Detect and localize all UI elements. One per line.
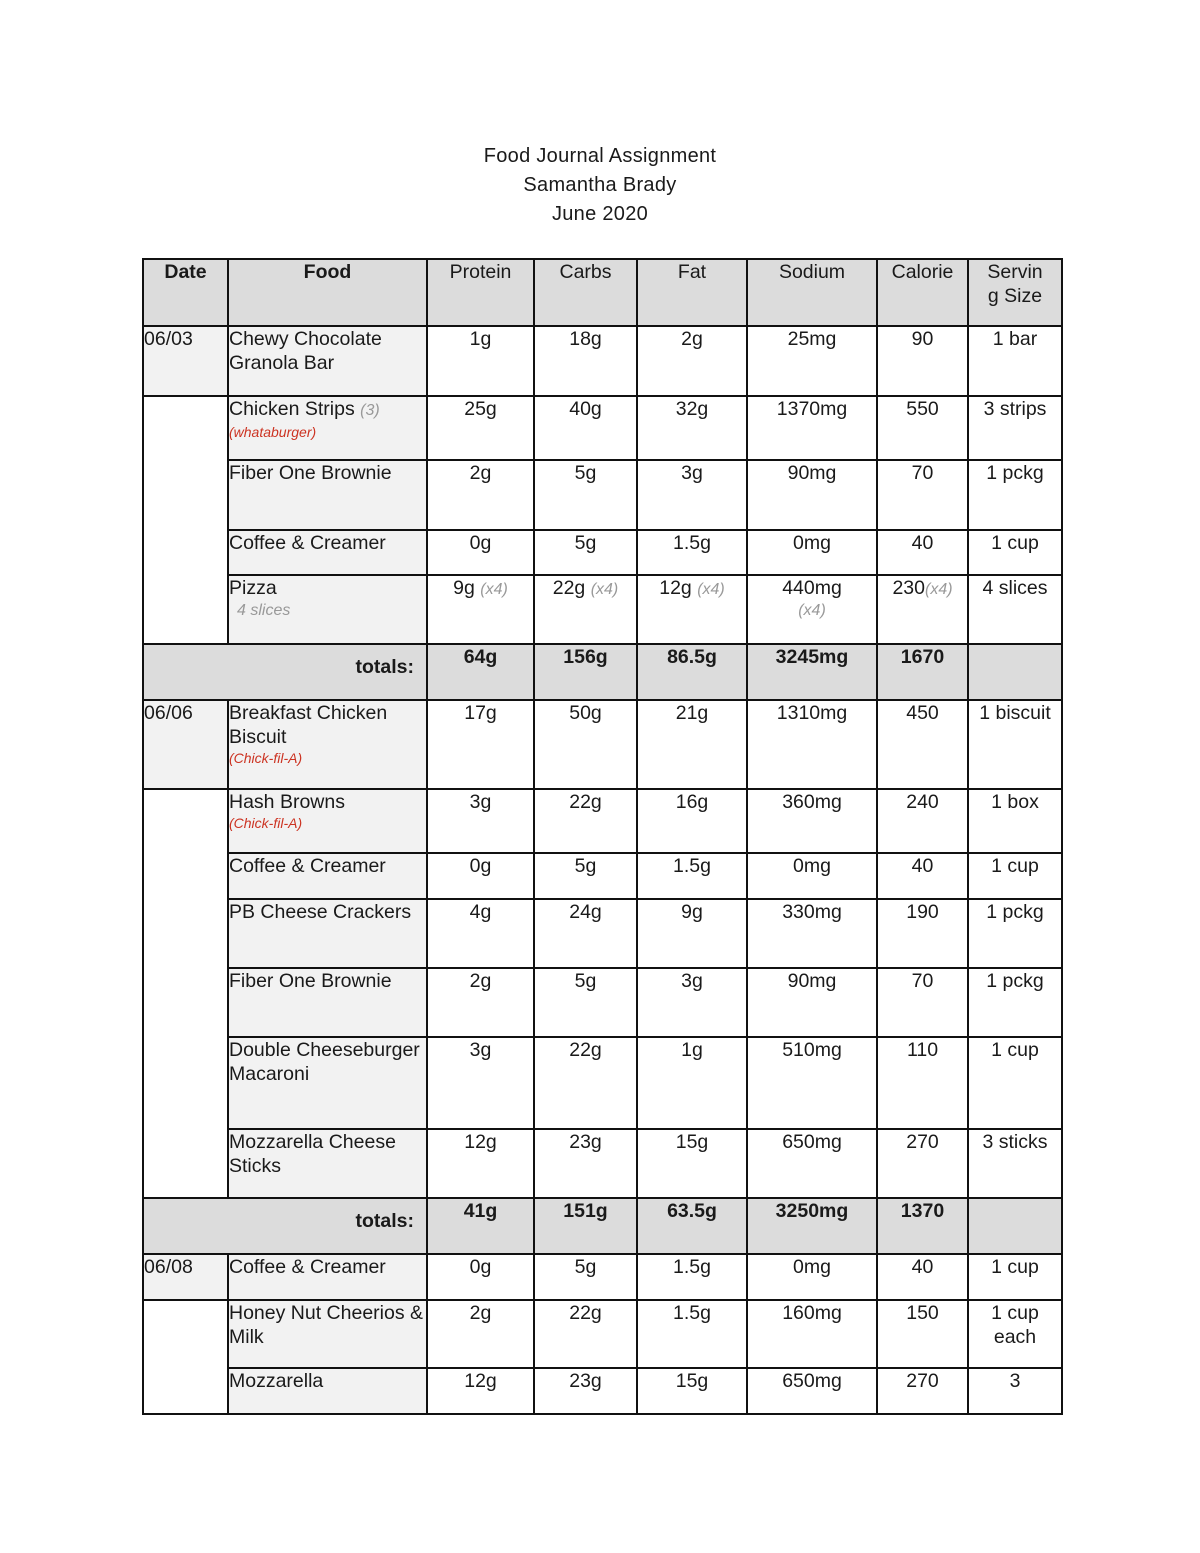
multiplier-note: (x4) [697, 581, 725, 598]
col-header-serving-size: Servin g Size [968, 259, 1062, 326]
sodium-cell: 440mg (x4) [747, 575, 877, 644]
table-row [143, 575, 1062, 644]
table-row [143, 1368, 1062, 1414]
fat-cell: 1.5g [637, 1254, 747, 1300]
food-cell: Breakfast Chicken Biscuit (Chick-fil-A) [228, 700, 427, 789]
document-header [0, 142, 1200, 229]
col-header-food: Food [228, 259, 427, 326]
protein-cell: 0g [427, 530, 534, 575]
multiplier-note: (x4) [480, 581, 508, 598]
fat-cell: 1g [637, 1037, 747, 1129]
fat-cell: 15g [637, 1129, 747, 1198]
carbs-cell: 18g [534, 326, 637, 396]
sodium-cell: 90mg [747, 968, 877, 1037]
carbs-cell: 5g [534, 968, 637, 1037]
calorie-cell: 110 [877, 1037, 968, 1129]
total-serving-empty [968, 1198, 1062, 1254]
fat-cell: 1.5g [637, 1300, 747, 1368]
col-header-fat: Fat [637, 259, 747, 326]
totals-label: totals: [143, 1198, 427, 1254]
fat-cell: 2g [637, 326, 747, 396]
total-protein: 41g [427, 1198, 534, 1254]
table-row [143, 968, 1062, 1037]
sodium-cell: 1370mg [747, 396, 877, 460]
protein-cell: 9g (x4) [427, 575, 534, 644]
calorie-cell: 270 [877, 1129, 968, 1198]
carbs-cell: 50g [534, 700, 637, 789]
protein-cell: 2g [427, 1300, 534, 1368]
sodium-cell: 1310mg [747, 700, 877, 789]
protein-cell: 3g [427, 789, 534, 853]
food-cell: Chicken Strips (3) (whataburger) [228, 396, 427, 460]
calorie-cell: 230(x4) [877, 575, 968, 644]
table-row [143, 1129, 1062, 1198]
fat-cell: 1.5g [637, 853, 747, 899]
serving-cell: 3 sticks [968, 1129, 1062, 1198]
date-cell-empty [143, 396, 228, 644]
protein-cell: 0g [427, 1254, 534, 1300]
carbs-cell: 5g [534, 460, 637, 530]
quantity-note: (3) [360, 402, 380, 419]
serving-cell: 1 pckg [968, 899, 1062, 968]
sodium-cell: 25mg [747, 326, 877, 396]
total-sodium: 3245mg [747, 644, 877, 700]
table-row [143, 396, 1062, 460]
food-cell: Coffee & Creamer [228, 530, 427, 575]
table-row [143, 789, 1062, 853]
sodium-cell: 90mg [747, 460, 877, 530]
serving-cell: 1 pckg [968, 460, 1062, 530]
fat-cell: 32g [637, 396, 747, 460]
serving-cell: 1 cup each [968, 1300, 1062, 1368]
sodium-cell: 360mg [747, 789, 877, 853]
carbs-cell: 5g [534, 1254, 637, 1300]
serving-cell: 1 pckg [968, 968, 1062, 1037]
table-row [143, 700, 1062, 789]
document-date: June 2020 [551, 203, 649, 225]
total-fat: 86.5g [637, 644, 747, 700]
date-cell: 06/03 [143, 326, 228, 396]
date-cell-empty [143, 789, 228, 1198]
food-cell: Pizza 4 slices [228, 575, 427, 644]
total-calorie: 1370 [877, 1198, 968, 1254]
protein-cell: 25g [427, 396, 534, 460]
totals-label: totals: [143, 644, 427, 700]
carbs-cell: 5g [534, 530, 637, 575]
carbs-cell: 22g [534, 789, 637, 853]
serving-cell: 1 cup [968, 530, 1062, 575]
calorie-cell: 240 [877, 789, 968, 853]
multiplier-note: (x4) [590, 581, 619, 598]
sodium-cell: 0mg [747, 853, 877, 899]
sodium-cell: 510mg [747, 1037, 877, 1129]
carbs-cell: 24g [534, 899, 637, 968]
document-title: Food Journal Assignment [483, 145, 717, 167]
calorie-cell: 150 [877, 1300, 968, 1368]
food-journal-table [142, 258, 1063, 1415]
carbs-cell: 22g [534, 1037, 637, 1129]
totals-row [143, 644, 1062, 700]
table-row [143, 530, 1062, 575]
date-cell-empty [143, 1300, 228, 1414]
col-header-carbs: Carbs [534, 259, 637, 326]
food-cell: Coffee & Creamer [228, 853, 427, 899]
sodium-cell: 650mg [747, 1129, 877, 1198]
table-row [143, 1254, 1062, 1300]
food-cell: Mozzarella [228, 1368, 427, 1414]
fat-cell: 3g [637, 460, 747, 530]
fat-cell: 9g [637, 899, 747, 968]
total-protein: 64g [427, 644, 534, 700]
serving-cell: 1 box [968, 789, 1062, 853]
fat-cell: 21g [637, 700, 747, 789]
total-fat: 63.5g [637, 1198, 747, 1254]
fat-cell: 12g (x4) [637, 575, 747, 644]
carbs-cell: 22g [534, 1300, 637, 1368]
food-cell: Double Cheeseburger Macaroni [228, 1037, 427, 1129]
food-cell: Coffee & Creamer [228, 1254, 427, 1300]
sodium-cell: 330mg [747, 899, 877, 968]
protein-cell: 0g [427, 853, 534, 899]
fat-cell: 1.5g [637, 530, 747, 575]
source-note: (whataburger) [229, 424, 317, 440]
food-cell: Chewy Chocolate Granola Bar [228, 326, 427, 396]
table-row [143, 899, 1062, 968]
serving-cell: 1 cup [968, 853, 1062, 899]
col-header-date: Date [143, 259, 228, 326]
food-cell: PB Cheese Crackers [228, 899, 427, 968]
table-row [143, 1300, 1062, 1368]
total-carbs: 156g [534, 644, 637, 700]
food-cell: Fiber One Brownie [228, 460, 427, 530]
col-header-calorie: Calorie [877, 259, 968, 326]
multiplier-note: (x4) [924, 581, 953, 598]
serving-cell: 1 cup [968, 1254, 1062, 1300]
protein-cell: 2g [427, 460, 534, 530]
serving-cell: 4 slices [968, 575, 1062, 644]
calorie-cell: 70 [877, 968, 968, 1037]
table-row [143, 326, 1062, 396]
table-row [143, 1037, 1062, 1129]
table-row [143, 460, 1062, 530]
sodium-cell: 650mg [747, 1368, 877, 1414]
carbs-cell: 22g (x4) [534, 575, 637, 644]
calorie-cell: 270 [877, 1368, 968, 1414]
col-header-sodium: Sodium [747, 259, 877, 326]
carbs-cell: 40g [534, 396, 637, 460]
food-cell: Mozzarella Cheese Sticks [228, 1129, 427, 1198]
protein-cell: 12g [427, 1368, 534, 1414]
serving-cell: 1 biscuit [968, 700, 1062, 789]
calorie-cell: 40 [877, 1254, 968, 1300]
protein-cell: 3g [427, 1037, 534, 1129]
food-cell: Honey Nut Cheerios & Milk [228, 1300, 427, 1368]
protein-cell: 2g [427, 968, 534, 1037]
date-cell: 06/06 [143, 700, 228, 789]
carbs-cell: 23g [534, 1368, 637, 1414]
total-calorie: 1670 [877, 644, 968, 700]
calorie-cell: 190 [877, 899, 968, 968]
protein-cell: 12g [427, 1129, 534, 1198]
serving-cell: 1 bar [968, 326, 1062, 396]
serving-cell: 1 cup [968, 1037, 1062, 1129]
author-name: Samantha Brady [523, 174, 677, 196]
header-row [143, 259, 1062, 326]
total-sodium: 3250mg [747, 1198, 877, 1254]
total-carbs: 151g [534, 1198, 637, 1254]
calorie-cell: 90 [877, 326, 968, 396]
table-row [143, 853, 1062, 899]
totals-row [143, 1198, 1062, 1254]
source-note: (Chick-fil-A) [229, 750, 303, 766]
carbs-cell: 23g [534, 1129, 637, 1198]
serving-cell: 3 strips [968, 396, 1062, 460]
col-header-protein: Protein [427, 259, 534, 326]
protein-cell: 1g [427, 326, 534, 396]
sodium-cell: 0mg [747, 530, 877, 575]
calorie-cell: 450 [877, 700, 968, 789]
sodium-cell: 160mg [747, 1300, 877, 1368]
calorie-cell: 40 [877, 853, 968, 899]
protein-cell: 4g [427, 899, 534, 968]
food-cell: Fiber One Brownie [228, 968, 427, 1037]
multiplier-note: (x4) [798, 602, 826, 619]
fat-cell: 16g [637, 789, 747, 853]
sodium-cell: 0mg [747, 1254, 877, 1300]
fat-cell: 3g [637, 968, 747, 1037]
serving-cell: 3 [968, 1368, 1062, 1414]
source-note: (Chick-fil-A) [229, 815, 303, 831]
calorie-cell: 70 [877, 460, 968, 530]
total-serving-empty [968, 644, 1062, 700]
food-cell: Hash Browns (Chick-fil-A) [228, 789, 427, 853]
carbs-cell: 5g [534, 853, 637, 899]
fat-cell: 15g [637, 1368, 747, 1414]
date-cell: 06/08 [143, 1254, 228, 1300]
calorie-cell: 40 [877, 530, 968, 575]
calorie-cell: 550 [877, 396, 968, 460]
protein-cell: 17g [427, 700, 534, 789]
sub-note: 4 slices [237, 602, 291, 619]
